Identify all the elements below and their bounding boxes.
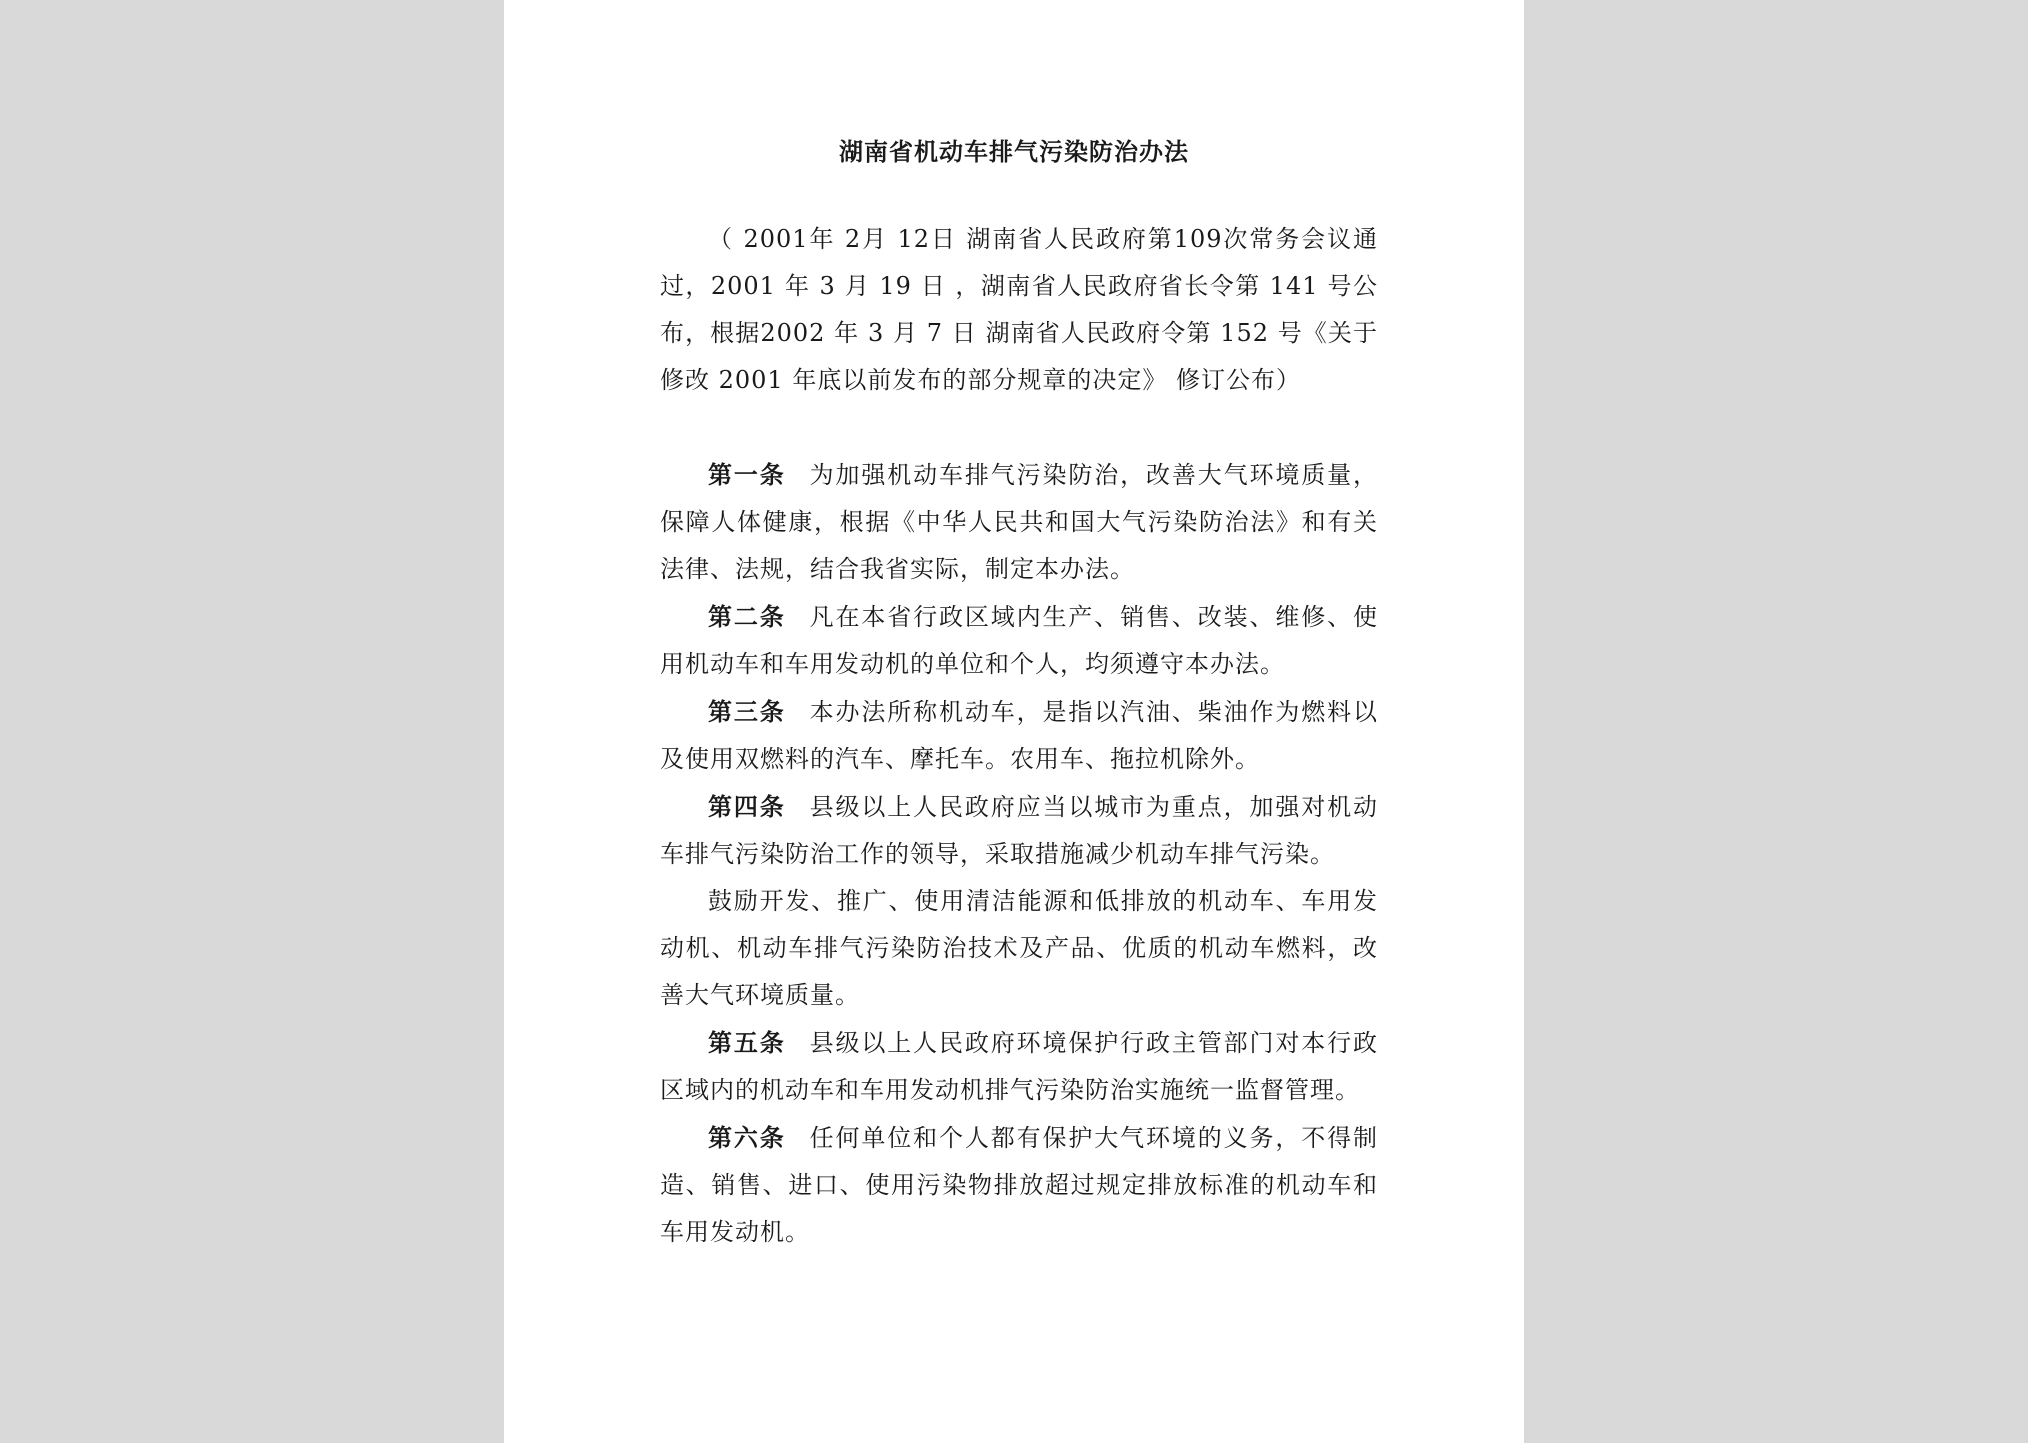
article-label: 第五条: [708, 1028, 786, 1057]
document-title: 湖南省机动车排气污染防治办法: [839, 137, 1189, 166]
article-text: 任何单位和个人都有保护大气环境的义务，不得制造、销售、进口、使用污染物排放超过规定排放标准的机动车和车用发动机。: [660, 1124, 1378, 1246]
article-label: 第四条: [708, 792, 786, 821]
article-4: [660, 783, 1378, 878]
article-text: 本办法所称机动车，是指以汽油、柴油作为燃料以及使用双燃料的汽车、摩托车。农用车、拖拉机除外。: [660, 698, 1378, 773]
article-4-continuation: 鼓励开发、推广、使用清洁能源和低排放的机动车、车用发动机、机动车排气污染防治技术及产品、优质的机动车燃料，改善大气环境质量。: [660, 887, 1378, 1009]
article-label: 第二条: [708, 602, 786, 631]
article-text: 县级以上人民政府应当以城市为重点，加强对机动车排气污染防治工作的领导，采取措施减少机动车排气污染。: [660, 793, 1378, 868]
article-label: 第一条: [708, 460, 786, 489]
article-6: [660, 1114, 1378, 1256]
article-1: [660, 451, 1378, 593]
article-3: [660, 688, 1378, 783]
document-body: [660, 216, 1378, 1256]
article-text: 凡在本省行政区域内生产、销售、改装、维修、使用机动车和车用发动机的单位和个人，均须遵守本办法。: [660, 603, 1378, 678]
article-text: 为加强机动车排气污染防治，改善大气环境质量，保障人体健康，根据《中华人民共和国大气污染防治法》和有关法律、法规，结合我省实际，制定本办法。: [660, 461, 1378, 583]
article-text: 县级以上人民政府环境保护行政主管部门对本行政区域内的机动车和车用发动机排气污染防治实施统一监督管理。: [660, 1029, 1378, 1104]
preamble: （ 2001年 2月 12日 湖南省人民政府第109次常务会议通过，2001 年 3 月 19 日 ，湖南省人民政府省长令第 141 号公布，根据2002 年 3 月 7 日 湖南省人民政府令第 152 号《关于修改 2001 年底以前发布的部分规章的决定》 修订公布）: [660, 225, 1378, 394]
article-label: 第六条: [708, 1123, 786, 1152]
article-2: [660, 593, 1378, 688]
article-5: [660, 1019, 1378, 1114]
document-page: [504, 0, 1524, 1443]
article-label: 第三条: [708, 697, 786, 726]
